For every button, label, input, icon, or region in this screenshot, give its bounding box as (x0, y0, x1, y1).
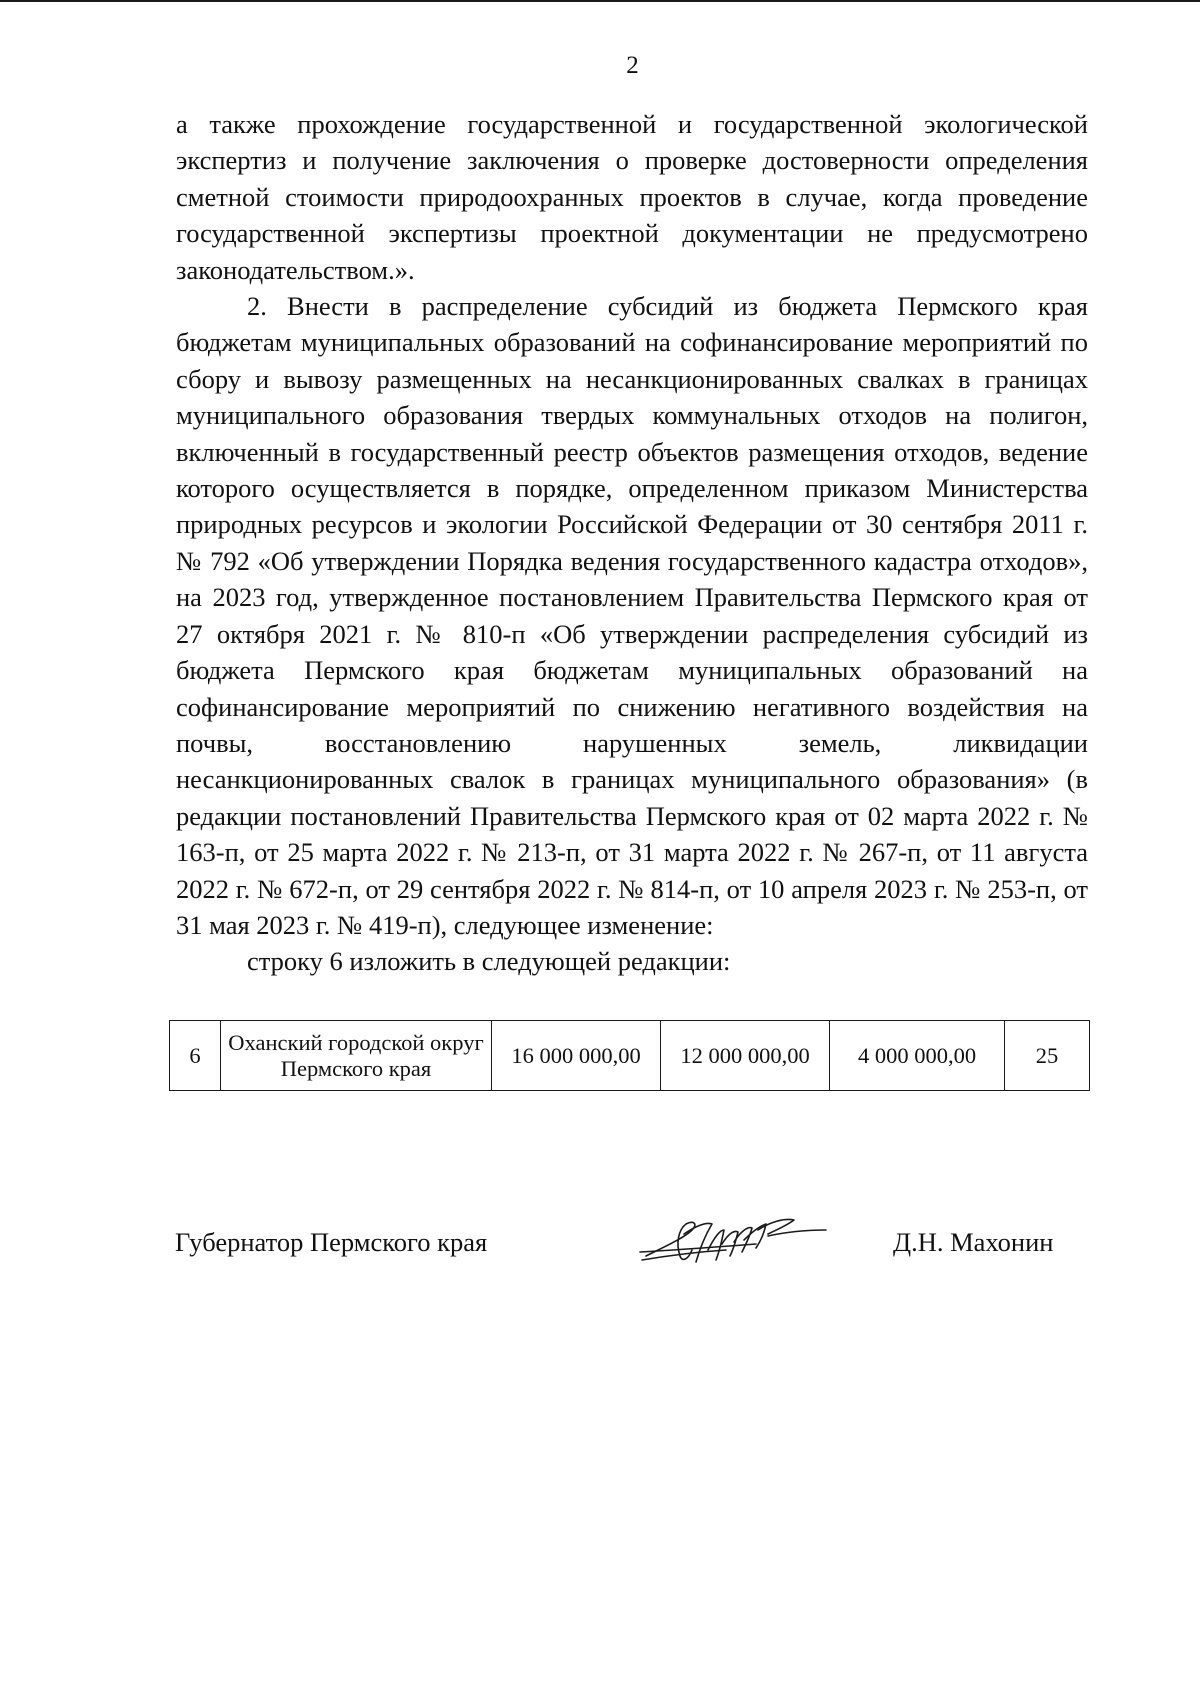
local-budget-cell: 4 000 000,00 (830, 1021, 1005, 1091)
regional-budget-cell: 12 000 000,00 (661, 1021, 830, 1091)
row-number-cell: 6 (170, 1021, 221, 1091)
signature-block (0, 1200, 1200, 1300)
municipality-cell: Оханский городской округ Пермского края (221, 1021, 492, 1091)
signer-title: Губернатор Пермского края (175, 1227, 488, 1257)
share-cell: 25 (1005, 1021, 1090, 1091)
total-amount-cell: 16 000 000,00 (492, 1021, 661, 1091)
page-number: 2 (626, 52, 639, 79)
handwritten-signature-icon (636, 1200, 856, 1280)
paragraph-1: а также прохождение государственной и государственной экологической экспертиз и получение заключения о проверке достоверности определения сметной стоимости природоохранных проектов в случае, когда проведение государственной экспертизы проектной документации не предусмотрено законодательством.». (176, 109, 1088, 285)
page-top-edge (0, 0, 1200, 2)
table-row (170, 1021, 1090, 1091)
signer-name: Д.Н. Махонин (893, 1227, 1054, 1257)
amendment-table (169, 1020, 1090, 1091)
paragraph-3: строку 6 изложить в следующей редакции: (247, 946, 731, 977)
paragraph-2: 2. Внести в распределение субсидий из бюджета Пермского края бюджетам муниципальных образований на софинансирование мероприятий по сбору и вывозу размещенных на несанкционированных свалках в границах муниципального образования твердых коммунальных отходов на полигон, включенный в государственный реестр объектов размещения отходов, ведение которого осуществляется в порядке, определенном приказом Министерства природных ресурсов и экологии Российской Федерации от 30 сентября 2011 г. № 792 «Об утверждении Порядка ведения государственного кадастра отходов», на 2023 год, утвержденное постановлением Правительства Пермского края от 27 октября 2021 г. № 810-п «Об утверждении распределения субсидий из бюджета Пермского края бюджетам муниципальных образований на софинансирование мероприятий по снижению негативного воздействия на почвы, восстановлению нарушенных земель, ликвидации несанкционированных свалок в границах муниципального образования» (в редакции постановлений Правительства Пермского края от 02 марта 2022 г. № 163-п, от 25 марта 2022 г. № 213-п, от 31 марта 2022 г. № 267-п, от 11 августа 2022 г. № 672-п, от 29 сентября 2022 г. № 814-п, от 10 апреля 2023 г. № 253-п, от 31 мая 2023 г. № 419-п), следующее изменение: (176, 291, 1088, 940)
document-body (176, 106, 1088, 980)
